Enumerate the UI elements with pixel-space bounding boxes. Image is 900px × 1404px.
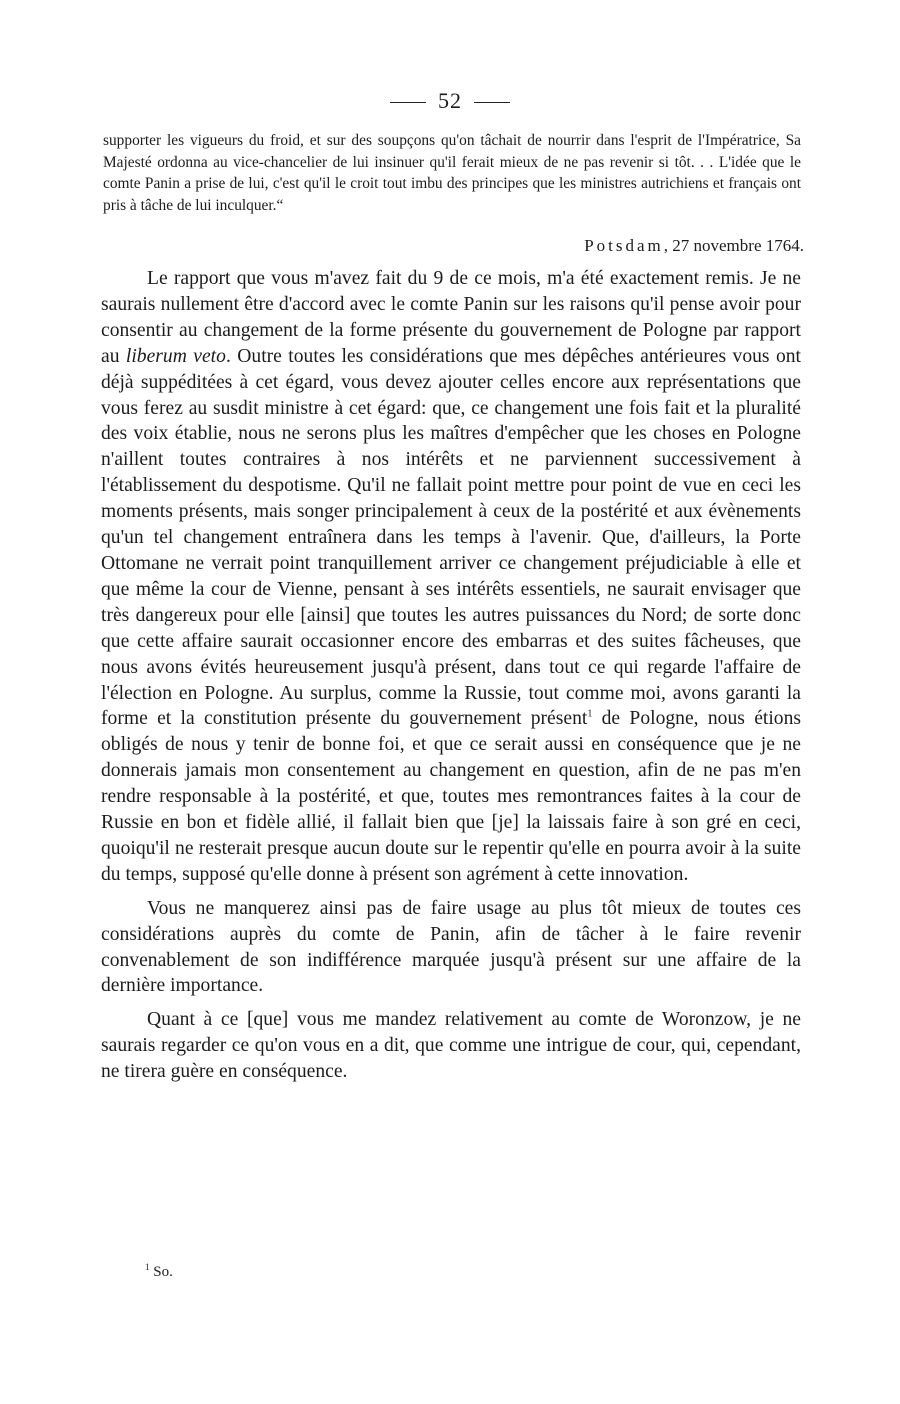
letter-body [101,266,801,1093]
paragraph-1-part-b: . Outre toutes les considérations que mes dépêches antérieures vous ont déjà suppéditées à cet égard, vous devez ajouter celles encore aux représentations que vous ferez au susdit ministre à cet égard: que, ce changement une fois fait et la pluralité des voix établie, nous ne serons plus les maîtres d'empêcher que les choses en Pologne n'aillent toutes contraires à nos intérêts et ne parviennent successivement à l'établissement du despotisme. Qu'il ne fallait point mettre pour point de vue en ceci les moments présents, mais songer principalement à ceux de la postérité et aux évènements qu'un tel changement entraînera dans les temps à l'avenir. Que, d'ailleurs, la Porte Ottomane ne verrait point tranquillement arriver ce changement préjudiciable à elle et que même la cour de Vienne, pensant à ses intérêts essentiels, ne saurait envisager que très dangereux pour elle [ainsi] que toutes les autres puissances du Nord; de sorte donc que cette affaire saurait occasionner encore des embarras et des suites fâcheuses, que nous avons évités heureusement jusqu'à présent, dans tout ce qui regarde l'affaire de l'élection en Pologne. Au surplus, comme la Russie, tout comme moi, avons garanti la forme et la constitution présente du gouvernement présent [101,345,801,730]
dateline-date: , 27 novembre 1764. [663,236,804,255]
page-number-value: 52 [438,88,462,113]
paragraph-1 [101,266,801,888]
left-rule [390,102,426,103]
page-number [0,88,900,114]
footnote [145,1262,173,1281]
footnote-marker: 1 [145,1262,150,1272]
paragraph-1-italic: liberum veto [125,345,226,367]
paragraph-1-part-c: de Pologne, nous étions obligés de nous y tenir de bonne foi, et que ce serait aussi en conséquence que je ne donnerais jamais mon consentement au changement en question, afin de ne pas m'en rendre responsable à la postérité, et que, toutes mes remontrances faites à la cour de Russie en bon et fidèle allié, il fallait bien que [je] la laissais faire à son gré en ceci, quoiqu'il ne resterait presque aucun doute sur le repentir qu'elle en pourra avoir à la suite du temps, supposé qu'elle donne à présent son agrément à cette innovation. [101,708,801,885]
quoted-passage [103,130,801,216]
dateline-place: Potsdam [584,236,664,255]
right-rule [474,102,510,103]
footnote-reference: 1 [587,708,593,720]
footnote-text: So. [149,1264,173,1280]
paragraph-1-part-a: Le rapport que vous m'avez fait du 9 de ce mois, m'a été exactement remis. Je ne saurais nullement être d'accord avec le comte Panin sur les raisons qu'il pense avoir pour consentir au changement de la forme présente du gouvernement de Pologne par rapport au [101,268,801,367]
quoted-passage-text: supporter les vigueurs du froid, et sur des soupçons qu'on tâchait de nourrir dans l'esprit de l'Impératrice, Sa Majesté ordonna au vice-chancelier de lui insinuer qu'il ferait mieux de ne pas revenir si tôt. . . L'idée que le comte Panin a prise de lui, c'est qu'il le croit tout imbu des principes que les ministres autrichiens et français ont pris à tâche de lui inculquer.“ [103,132,801,214]
paragraph-2: Vous ne manquerez ainsi pas de faire usage au plus tôt mieux de toutes ces considérations auprès du comte de Panin, afin de tâcher à le faire revenir convenablement de son indifférence marquée jusqu'à présent sur une affaire de la dernière importance. [101,897,801,997]
paragraph-3: Quant à ce [que] vous me mandez relativement au comte de Woronzow, je ne saurais regarder ce qu'on vous en a dit, que comme une intrigue de cour, qui, cependant, ne tirera guère en conséquence. [101,1009,801,1083]
dateline [584,236,804,256]
